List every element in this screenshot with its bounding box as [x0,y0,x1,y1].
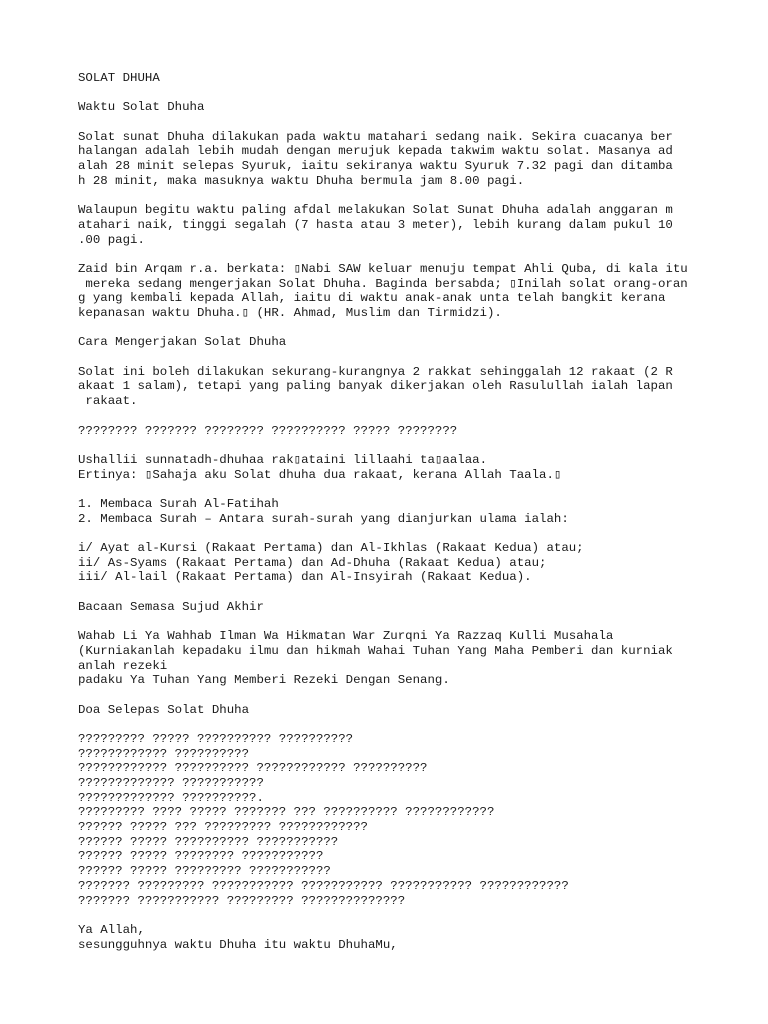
text-line: Ya Allah, [78,922,145,937]
text-line: Solat ini boleh dilakukan sekurang-kurangnya 2 rakkat sehinggalah 12 rakaat (2 R [78,364,673,379]
blank-line [78,688,718,703]
garbled-line: ????????????? ??????????? [78,776,264,790]
list-item: i/ Ayat al-Kursi (Rakaat Pertama) dan Al-Ikhlas (Rakaat Kedua) atau; [78,541,584,555]
garbled-line: ???????????? ?????????? [78,746,250,761]
text-line: .00 pagi. [78,232,145,247]
blank-line [78,717,718,732]
text-line: Solat sunat Dhuha dilakukan pada waktu matahari sedang naik. Sekira cuacanya ber [78,129,673,144]
text-line: anlah rezeki [78,658,168,673]
blank-line [78,247,718,262]
text-line: akaat 1 salam), tetapi yang paling banyak dikerjakan oleh Rasulullah ialah lapan [78,379,673,394]
blank-line [78,908,718,923]
text-line: Ushallii sunnatadh-dhuhaa rak▯ataini lillaahi ta▯aalaa. [78,452,488,467]
document-page [78,71,718,952]
section-heading-bacaan: Bacaan Semasa Sujud Akhir [78,599,264,614]
section-heading-waktu: Waktu Solat Dhuha [78,100,205,115]
blank-line [78,115,718,130]
doc-title: SOLAT DHUHA [78,71,160,85]
garbled-line: ????????? ????? ?????????? ?????????? [78,731,354,746]
list-item: ii/ As-Syams (Rakaat Pertama) dan Ad-Dhuha (Rakaat Kedua) atau; [78,555,547,570]
garbled-line: ???????????? ?????????? ???????????? ?????????? [78,761,428,776]
garbled-line: ????????? ???? ????? ??????? ??? ?????????? ???????????? [78,805,495,820]
text-line: kepanasan waktu Dhuha.▯ (HR. Ahmad, Muslim dan Tirmidzi). [78,306,502,320]
text-line: h 28 minit, maka masuknya waktu Dhuha bermula jam 8.00 pagi. [78,173,525,188]
garbled-line: ?????? ????? ??? ????????? ???????????? [78,820,368,835]
text-line: g yang kembali kepada Allah, iaitu di waktu anak-anak unta telah bangkit kerana [78,291,666,306]
text-line: Wahab Li Ya Wahhab Ilman Wa Hikmatan War Zurqni Ya Razzaq Kulli Musahala [78,629,614,644]
text-line: rakaat. [78,394,138,409]
list-item: 2. Membaca Surah – Antara surah-surah yang dianjurkan ulama ialah: [78,511,569,526]
text-line: sesungguhnya waktu Dhuha itu waktu DhuhaMu, [78,937,398,952]
garbled-line: ????????????? ??????????. [78,790,264,805]
text-line: Zaid bin Arqam r.a. berkata: ▯Nabi SAW keluar menuju tempat Ahli Quba, di kala itu [78,261,688,276]
section-heading-doa: Doa Selepas Solat Dhuha [78,702,250,717]
blank-line [78,526,718,541]
text-line: mereka sedang mengerjakan Solat Dhuha. Baginda bersabda; ▯Inilah solat orang-oran [78,276,688,291]
blank-line [78,585,718,600]
section-heading-cara: Cara Mengerjakan Solat Dhuha [78,335,287,350]
garbled-line: ??????? ??????????? ????????? ?????????????? [78,893,406,908]
blank-line [78,482,718,497]
blank-line [78,438,718,453]
garbled-line: ?????? ????? ?????????? ??????????? [78,834,339,849]
text-line: (Kurniakanlah kepadaku ilmu dan hikmah Wahai Tuhan Yang Maha Pemberi dan kurniak [78,643,673,658]
garbled-line: ?????? ????? ???????? ??????????? [78,849,324,864]
blank-line [78,409,718,424]
blank-line [78,614,718,629]
text-line: halangan adalah lebih mudah dengan merujuk kepada takwim waktu solat. Masanya ad [78,144,673,159]
blank-line [78,189,718,204]
text-line: alah 28 minit selepas Syuruk, iaitu sekiranya waktu Syuruk 7.32 pagi dan ditamba [78,159,673,174]
text-line: Walaupun begitu waktu paling afdal melakukan Solat Sunat Dhuha adalah anggaran m [78,203,673,218]
blank-line [78,350,718,365]
text-line: padaku Ya Tuhan Yang Memberi Rezeki Dengan Senang. [78,673,450,688]
garbled-line: ?????? ????? ????????? ??????????? [78,864,331,879]
text-line: Ertinya: ▯Sahaja aku Solat dhuha dua rakaat, kerana Allah Taala.▯ [78,467,562,482]
text-line: atahari naik, tinggi segalah (7 hasta atau 3 meter), lebih kurang dalam pukul 10 [78,217,673,232]
blank-line [78,321,718,336]
blank-line [78,86,718,101]
list-item: iii/ Al-lail (Rakaat Pertama) dan Al-Insyirah (Rakaat Kedua). [78,570,532,585]
garbled-line: ??????? ????????? ??????????? ??????????? ??????????? ???????????? [78,878,569,893]
list-item: 1. Membaca Surah Al-Fatihah [78,496,279,511]
garbled-line: ???????? ??????? ???????? ?????????? ????? ???????? [78,423,458,438]
